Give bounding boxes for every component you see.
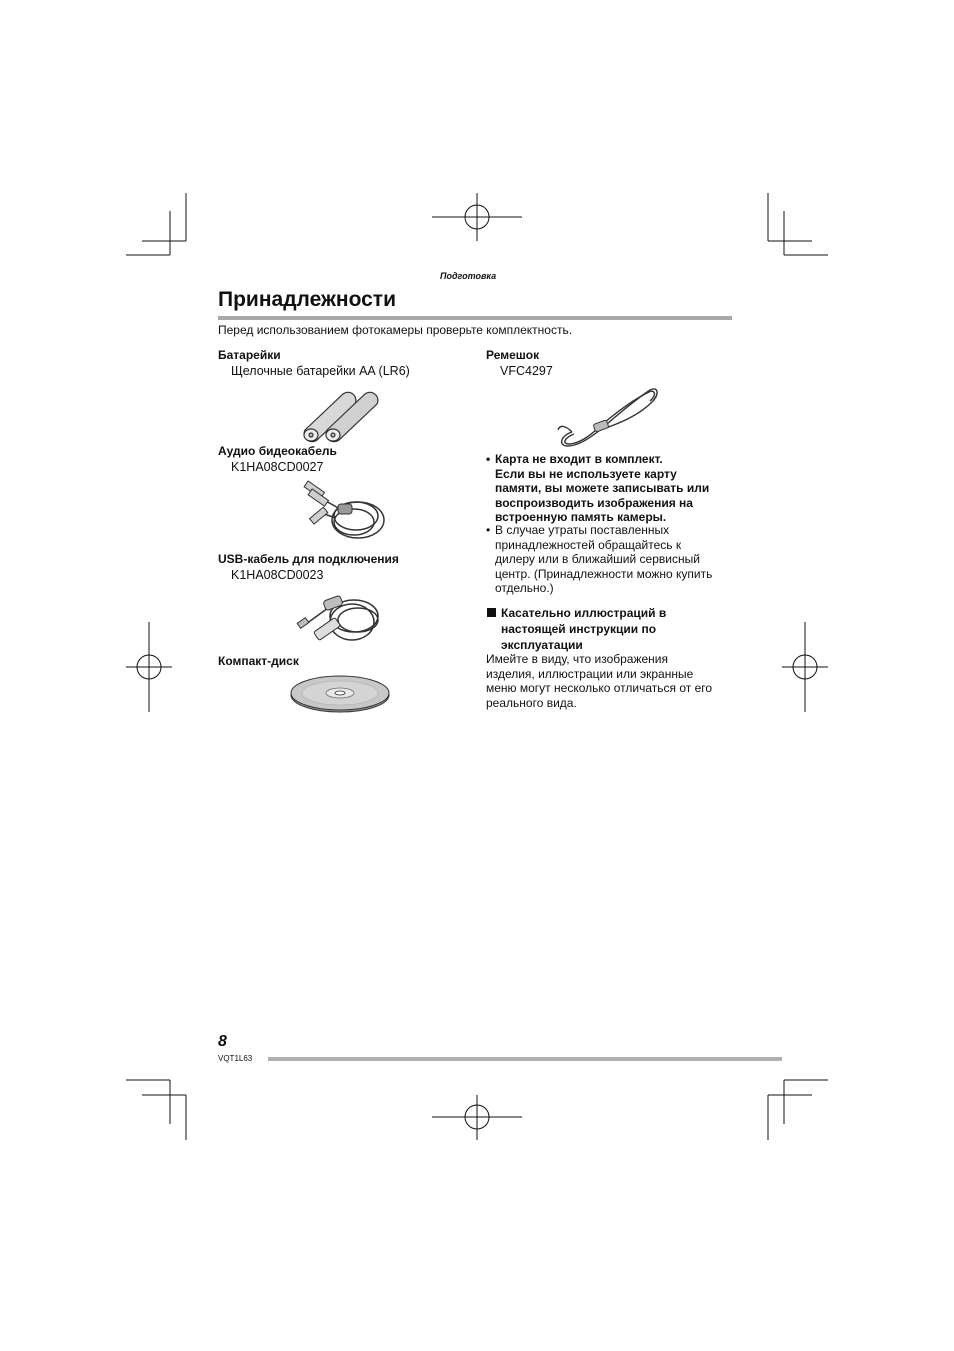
- note-line: воспроизводить изображения на: [495, 495, 693, 510]
- title-rule: [218, 316, 732, 320]
- item-code-strap: VFC4297: [500, 364, 553, 378]
- item-name-batteries: Батарейки: [218, 348, 281, 362]
- bullet: •: [486, 523, 491, 537]
- item-name-strap: Ремешок: [486, 348, 540, 362]
- item-code-usb-cable: K1HA08CD0023: [231, 568, 324, 582]
- heading-line: эксплуатации: [501, 638, 583, 652]
- body-line: реального вида.: [486, 695, 577, 710]
- av-cable-icon: [294, 478, 389, 550]
- note-lost-accessories: [486, 523, 736, 596]
- usb-cable-icon: [294, 586, 386, 656]
- intro-text: Перед использованием фотокамеры проверьте комплектность.: [218, 323, 573, 337]
- note-line: В случае утраты поставленных: [495, 523, 670, 537]
- note-line: Карта не входит в комплект.: [495, 452, 663, 466]
- note-card-not-included: [486, 452, 736, 525]
- batteries-icon: [295, 384, 390, 444]
- note-line: центр. (Принадлежности можно купить: [495, 566, 713, 581]
- illustrations-body: [486, 652, 746, 710]
- note-line: принадлежностей обращайтесь к: [495, 537, 682, 552]
- heading-line: Касательно иллюстраций в: [501, 606, 667, 620]
- note-line: памяти, вы можете записывать или: [495, 481, 710, 496]
- section-label: Подготовка: [440, 271, 497, 281]
- strap-icon: [554, 384, 662, 450]
- doc-code: VQT1L63: [218, 1054, 253, 1063]
- page-title: Принадлежности: [218, 288, 396, 311]
- body-line: Имейте в виду, что изображения: [486, 652, 668, 666]
- heading-line: настоящей инструкции по: [501, 622, 657, 636]
- illustrations-heading: [486, 605, 736, 653]
- note-line: Если вы не используете карту: [495, 466, 677, 481]
- item-code-av-cable: K1HA08CD0027: [231, 460, 324, 474]
- note-line: встроенную память камеры.: [495, 510, 667, 525]
- item-name-cd: Компакт-диск: [218, 654, 299, 668]
- cd-icon: [289, 674, 391, 714]
- item-name-av-cable: Аудио бидеокабель: [218, 444, 337, 458]
- body-line: меню могут несколько отличаться от его: [486, 681, 713, 696]
- bullet: •: [486, 452, 491, 466]
- body-line: изделия, иллюстрации или экранные: [486, 666, 694, 681]
- item-name-usb-cable: USB-кабель для подключения: [218, 552, 399, 566]
- footer-rule: [268, 1057, 782, 1061]
- square-bullet-icon: [487, 608, 496, 617]
- page-number: 8: [218, 1033, 227, 1050]
- note-line: отдельно.): [495, 581, 554, 596]
- item-code-batteries: Щелочные батарейки AA (LR6): [231, 364, 410, 378]
- note-line: дилеру или в ближайший сервисный: [495, 552, 700, 567]
